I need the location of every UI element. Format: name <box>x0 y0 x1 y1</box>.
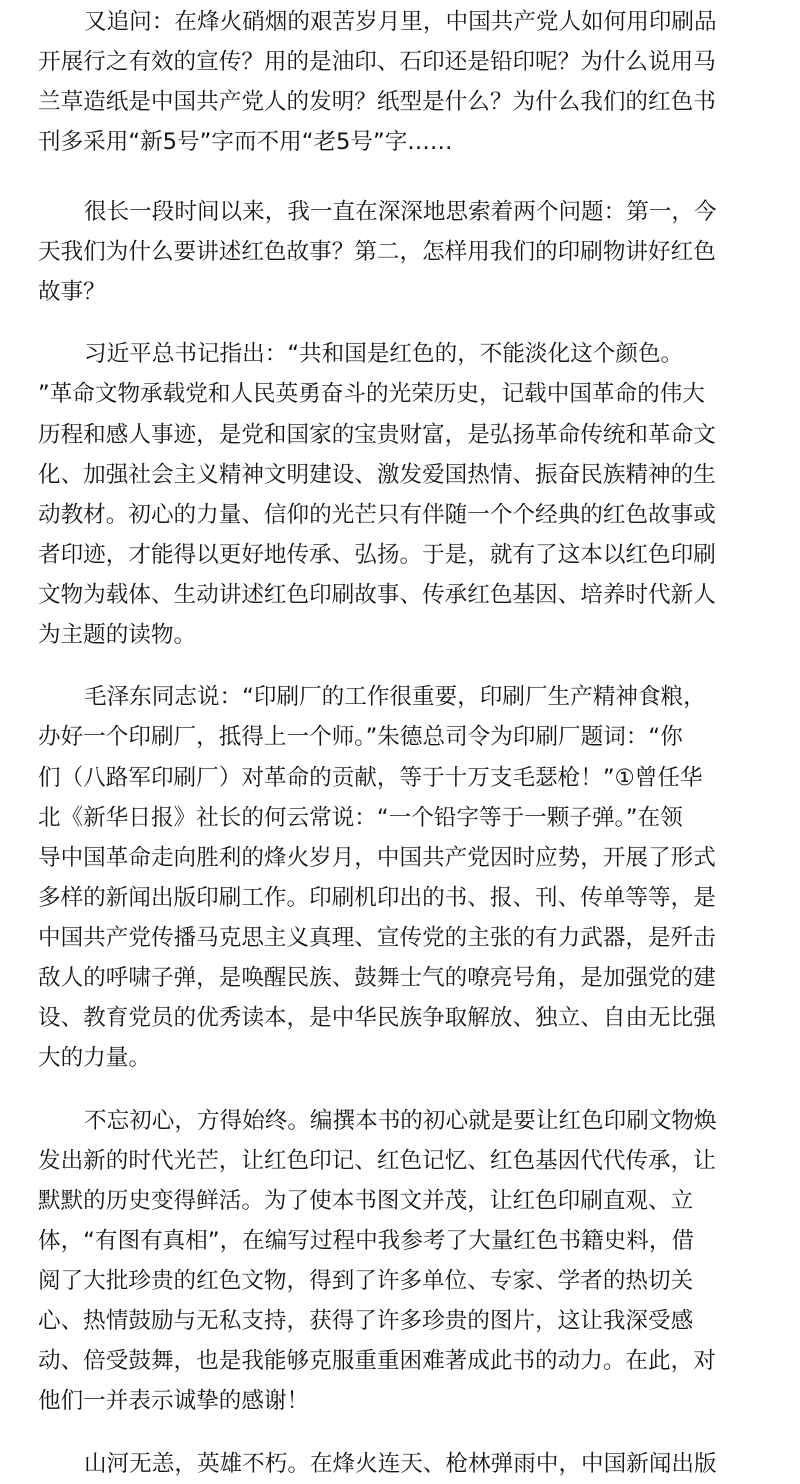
paragraph-1-line-3: 兰草造纸是中国共产党人的发明？纸型是什么？为什么我们的红色书 <box>38 89 716 115</box>
paragraph-1-line-2: 开展行之有效的宣传？用的是油印、石印还是铅印呢？为什么说用马 <box>38 49 716 75</box>
paragraph-4-line-7: 中国共产党传播马克思主义真理、宣传党的主张的有力武器，是歼击 <box>38 925 716 951</box>
paragraph-4-line-5: 导中国革命走向胜利的烽火岁月，中国共产党因时应势，开展了形式 <box>38 845 716 871</box>
paragraph-3-line-5: 动教材。初心的力量、信仰的光芒只有伴随一个个经典的红色故事或 <box>38 502 716 528</box>
paragraph-1-line-4: 刊多采用“新5号”字而不用“老5号”字…… <box>38 129 453 155</box>
paragraph-5-line-7: 动、倍受鼓舞，也是我能够克服重重困难著成此书的动力。在此，对 <box>38 1348 716 1374</box>
paragraph-1-line-1: 又追问：在烽火硝烟的艰苦岁月里，中国共产党人如何用印刷品 <box>84 9 717 35</box>
paragraph-2-line-2: 天我们为什么要讲述红色故事？第二，怎样用我们的印刷物讲好红色 <box>38 239 716 265</box>
paragraph-3-line-4: 化、加强社会主义精神文明建设、激发爱国热情、振奋民族精神的生 <box>38 462 716 488</box>
paragraph-2-line-3: 故事？ <box>38 279 106 305</box>
paragraph-3-line-1: 习近平总书记指出：“共和国是红色的，不能淡化这个颜色。 <box>84 341 684 367</box>
paragraph-4-line-3: 们（八路军印刷厂）对革命的贡献，等于十万支毛瑟枪！”①曾任华 <box>38 765 703 791</box>
paragraph-5-line-1: 不忘初心，方得始终。编撰本书的初心就是要让红色印刷文物焕 <box>84 1108 717 1134</box>
paragraph-3-line-3: 历程和感人事迹，是党和国家的宝贵财富，是弘扬革命传统和革命文 <box>38 422 716 448</box>
paragraph-3-line-7: 文物为载体、生动讲述红色印刷故事、传承红色基因、培养时代新人 <box>38 582 716 608</box>
paragraph-3-line-8: 为主题的读物。 <box>38 622 197 648</box>
paragraph-5-line-5: 阅了大批珍贵的红色文物，得到了许多单位、专家、学者的热切关 <box>38 1268 694 1294</box>
paragraph-5-line-6: 心、热情鼓励与无私支持，获得了许多珍贵的图片，这让我深受感 <box>38 1308 694 1334</box>
paragraph-5-line-2: 发出新的时代光芒，让红色印记、红色记忆、红色基因代代传承，让 <box>38 1148 716 1174</box>
paragraph-4-line-9: 设、教育党员的优秀读本，是中华民族争取解放、独立、自由无比强 <box>38 1005 716 1031</box>
paragraph-2-line-1: 很长一段时间以来，我一直在深深地思索着两个问题：第一，今 <box>84 199 717 225</box>
paragraph-4-line-10: 大的力量。 <box>38 1045 151 1071</box>
paragraph-4-line-8: 敌人的呼啸子弹，是唤醒民族、鼓舞士气的嘹亮号角，是加强党的建 <box>38 965 716 991</box>
paragraph-4-line-1: 毛泽东同志说：“印刷厂的工作很重要，印刷厂生产精神食粮， <box>84 684 706 710</box>
paragraph-4-line-6: 多样的新闻出版印刷工作。印刷机印出的书、报、刊、传单等等，是 <box>38 885 716 911</box>
paragraph-4-line-2: 办好一个印刷厂，抵得上一个师。”朱德总司令为印刷厂题词：“你 <box>38 724 683 750</box>
paragraph-4-line-4: 北《新华日报》社长的何云常说：“一个铅字等于一颗子弹。”在领 <box>38 805 683 831</box>
paragraph-3-line-2: ”革命文物承载党和人民英勇奋斗的光荣历史，记载中国革命的伟大 <box>38 381 705 407</box>
paragraph-6-line-1: 山河无恙，英雄不朽。在烽火连天、枪林弹雨中，中国新闻出版 <box>84 1451 717 1477</box>
paragraph-5-line-8: 他们一并表示诚挚的感谢！ <box>38 1388 310 1414</box>
paragraph-5-line-3: 默默的历史变得鲜活。为了使本书图文并茂，让红色印刷直观、立 <box>38 1188 694 1214</box>
paragraph-5-line-4: 体，“有图有真相”，在编写过程中我参考了大量红色书籍史料，借 <box>38 1228 695 1254</box>
paragraph-3-line-6: 者印迹，才能得以更好地传承、弘扬。于是，就有了这本以红色印刷 <box>38 542 716 568</box>
